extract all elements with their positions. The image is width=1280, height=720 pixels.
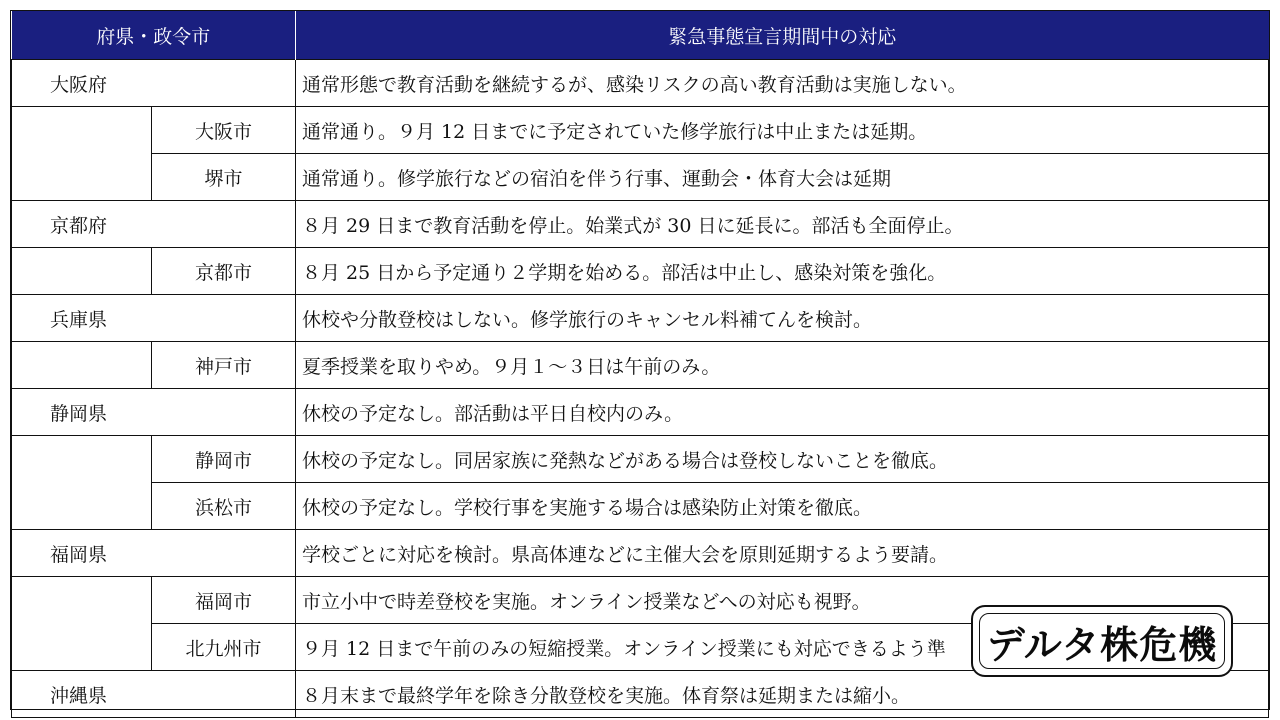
table-row [12, 295, 1269, 342]
spacer-cell [12, 577, 152, 671]
response-cell: 休校の予定なし。部活動は平日自校内のみ。 [296, 389, 1269, 436]
spacer-cell [12, 107, 152, 201]
response-cell: 夏季授業を取りやめ。９月１～３日は午前のみ。 [296, 342, 1269, 389]
response-cell: 通常通り。修学旅行などの宿泊を伴う行事、運動会・体育大会は延期 [296, 154, 1269, 201]
table-header-row [12, 11, 1269, 60]
response-cell: ８月 29 日まで教育活動を停止。始業式が 30 日に延長に。部活も全面停止。 [296, 201, 1269, 248]
prefecture-cell: 大阪府 [12, 60, 296, 107]
table-row [12, 107, 1269, 154]
table-row [12, 342, 1269, 389]
city-cell: 神戸市 [152, 342, 296, 389]
city-cell: 京都市 [152, 248, 296, 295]
city-cell: 堺市 [152, 154, 296, 201]
header-region: 府県・政令市 [12, 11, 296, 60]
logo-text: デルタ株危機 [986, 622, 1218, 667]
spacer-cell [12, 436, 152, 530]
table-row [12, 483, 1269, 530]
header-response: 緊急事態宣言期間中の対応 [296, 11, 1269, 60]
table-row [12, 201, 1269, 248]
city-cell: 大阪市 [152, 107, 296, 154]
response-cell: ８月末まで最終学年を除き分散登校を実施。体育祭は延期または縮小。 [296, 671, 1269, 718]
spacer-cell [12, 248, 152, 295]
city-cell: 静岡市 [152, 436, 296, 483]
response-cell: 休校の予定なし。学校行事を実施する場合は感染防止対策を徹底。 [296, 483, 1269, 530]
prefecture-cell: 福岡県 [12, 530, 296, 577]
table-row [12, 436, 1269, 483]
prefecture-cell: 静岡県 [12, 389, 296, 436]
response-cell: 通常通り。９月 12 日までに予定されていた修学旅行は中止または延期。 [296, 107, 1269, 154]
response-cell: ８月 25 日から予定通り２学期を始める。部活は中止し、感染対策を強化。 [296, 248, 1269, 295]
prefecture-cell: 京都府 [12, 201, 296, 248]
prefecture-cell: 沖縄県 [12, 671, 296, 718]
city-cell: 福岡市 [152, 577, 296, 624]
response-cell: 市立小中で時差登校を実施。オンライン授業などへの対応も視野。 [296, 577, 1269, 624]
table-row [12, 248, 1269, 295]
table-row [12, 671, 1269, 718]
response-cell: 休校の予定なし。同居家族に発熱などがある場合は登校しないことを徹底。 [296, 436, 1269, 483]
delta-crisis-logo [971, 605, 1233, 677]
table-row [12, 60, 1269, 107]
table-row [12, 389, 1269, 436]
response-cell: 通常形態で教育活動を継続するが、感染リスクの高い教育活動は実施しない。 [296, 60, 1269, 107]
table-row [12, 154, 1269, 201]
prefecture-cell: 兵庫県 [12, 295, 296, 342]
response-cell: 学校ごとに対応を検討。県高体連などに主催大会を原則延期するよう要請。 [296, 530, 1269, 577]
city-cell: 浜松市 [152, 483, 296, 530]
response-cell: 休校や分散登校はしない。修学旅行のキャンセル料補てんを検討。 [296, 295, 1269, 342]
response-cell: ９月 12 日まで午前のみの短縮授業。オンライン授業にも対応できるよう準 [296, 624, 1269, 671]
spacer-cell [12, 342, 152, 389]
city-cell: 北九州市 [152, 624, 296, 671]
table-row [12, 530, 1269, 577]
